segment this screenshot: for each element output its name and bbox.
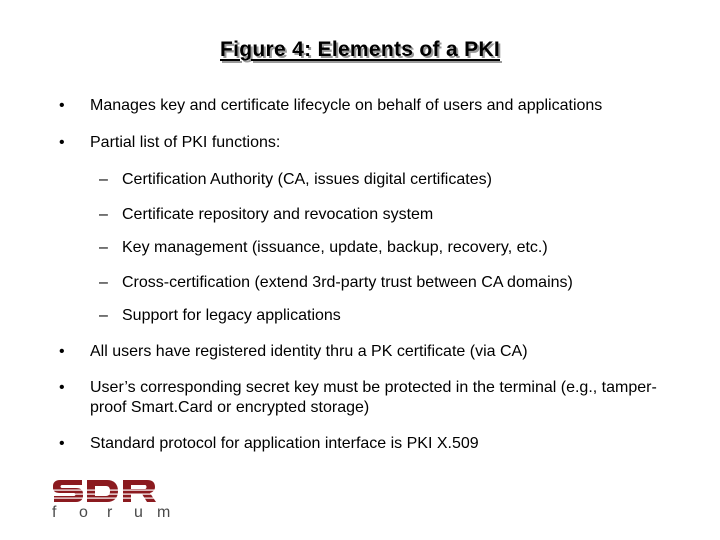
bullet-text: Partial list of PKI functions: — [90, 134, 281, 151]
logo-letter: r — [107, 504, 113, 521]
logo-letter: m — [157, 504, 171, 521]
page-title: Figure 4: Elements of a PKI — [220, 38, 500, 61]
bullet-icon: • — [59, 435, 65, 452]
bullet-icon: • — [59, 343, 65, 360]
dash-icon: – — [99, 274, 108, 291]
bullet-text: Manages key and certificate lifecycle on behalf of users and applications — [90, 97, 603, 114]
sub-bullet-text: Support for legacy applications — [122, 307, 341, 324]
bullet-text: User’s corresponding secret key must be protected in the terminal (e.g., tamper-proof Smart.Card or encrypted storage) — [90, 379, 657, 416]
bullet-text: Standard protocol for application interface is PKI X.509 — [90, 435, 479, 452]
dash-icon: – — [99, 206, 108, 223]
bullet-icon: • — [59, 379, 65, 396]
bullet-icon: • — [59, 134, 65, 151]
bullet-text: All users have registered identity thru a PK certificate (via CA) — [90, 343, 528, 360]
logo-letter: u — [134, 504, 143, 521]
sub-bullet-text: Certification Authority (CA, issues digital certificates) — [122, 171, 492, 188]
bullet-icon: • — [59, 97, 65, 114]
logo-subtitle — [50, 504, 170, 520]
logo-letter: o — [79, 504, 88, 521]
dash-icon: – — [99, 171, 108, 188]
dash-icon: – — [99, 239, 108, 256]
sub-bullet-text: Cross-certification (extend 3rd-party trust between CA domains) — [122, 274, 573, 291]
dash-icon: – — [99, 307, 108, 324]
sub-bullet-text: Key management (issuance, update, backup, recovery, etc.) — [122, 239, 548, 256]
sdr-forum-logo — [50, 478, 170, 522]
sub-bullet-text: Certificate repository and revocation system — [122, 206, 434, 223]
sdr-logo-mark — [52, 478, 164, 504]
logo-letter: f — [52, 504, 57, 521]
